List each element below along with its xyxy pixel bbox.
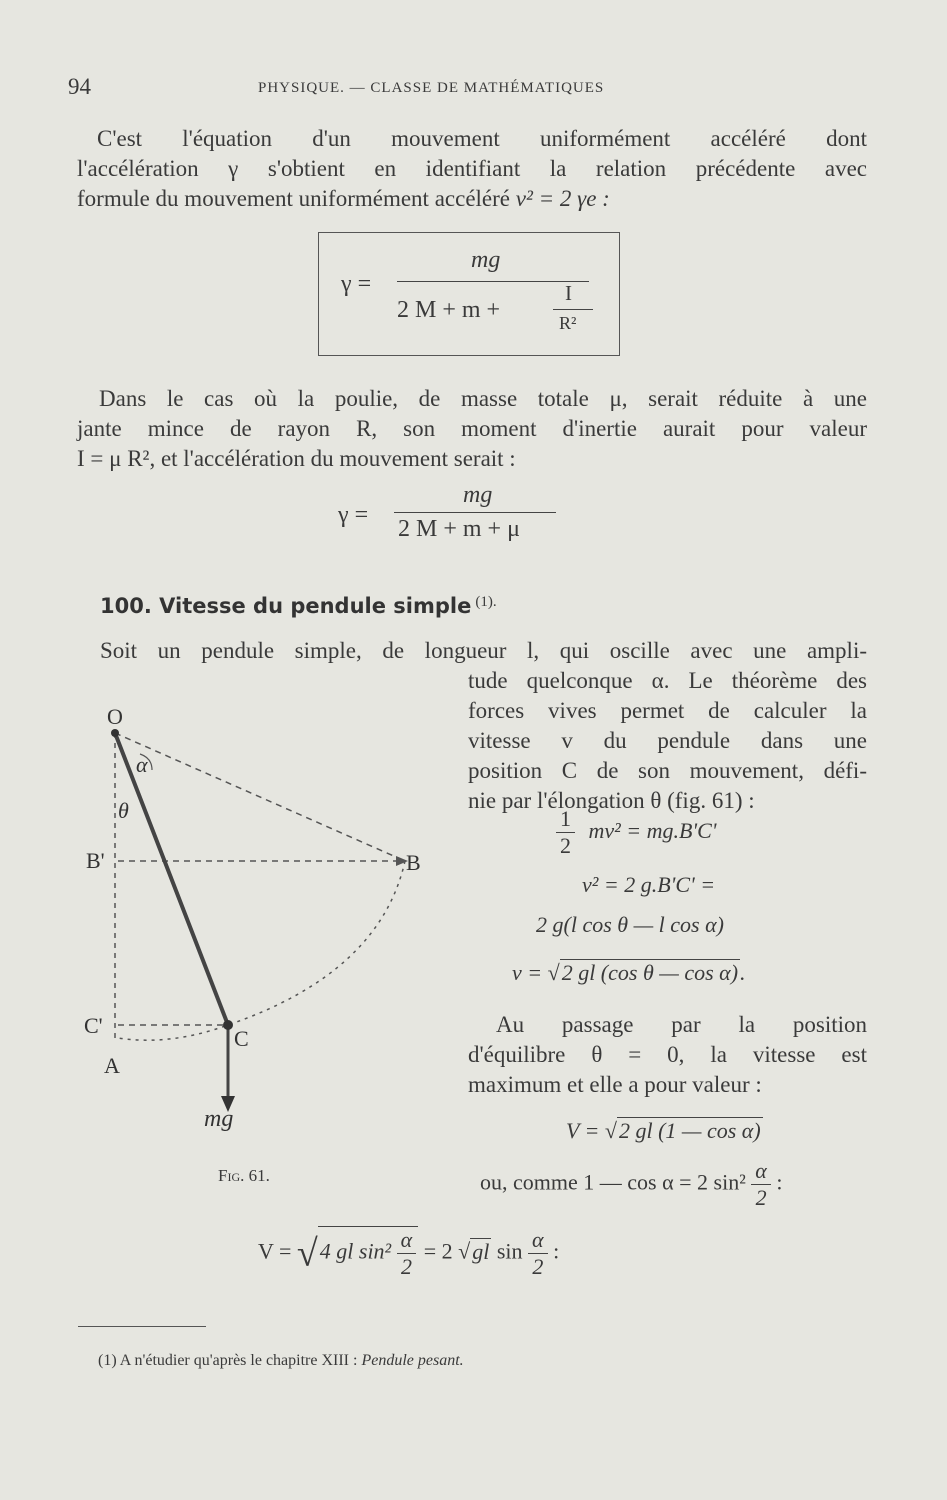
equation-4-radicand: 2 gl (cos θ — cos α)	[561, 960, 739, 985]
section-heading	[100, 594, 497, 618]
equation-4-end: .	[740, 960, 746, 985]
label-A: A	[104, 1053, 120, 1078]
paragraph-2-line-3: I = μ R², et l'accélération du mouvement serait :	[77, 446, 516, 471]
footnote-rule	[78, 1326, 206, 1327]
fraction-1-numerator: α	[400, 1227, 413, 1252]
footnote-marker: (1)	[98, 1352, 117, 1369]
pendulum-string	[115, 733, 228, 1025]
page-number: 94	[68, 74, 91, 99]
paragraph-3-column	[468, 666, 867, 816]
paragraph-3-line-6: nie par l'élongation θ (fig. 61) :	[468, 788, 755, 813]
footnote-text: A n'étudier qu'après le chapitre XIII :	[119, 1352, 358, 1369]
formula-2	[338, 482, 568, 552]
inline-formula: v² = 2 γe :	[515, 186, 610, 211]
boxed-formula	[318, 232, 620, 356]
paragraph-4-line-3: maximum et elle a pour valeur :	[468, 1072, 762, 1097]
figure-caption: Fig. 61.	[218, 1166, 270, 1185]
formula-2-lhs: γ =	[338, 502, 369, 528]
final-formula-rad-a: 4 gl sin²	[319, 1238, 392, 1264]
equation-3: 2 g(l cos θ — l cos α)	[536, 912, 724, 937]
paragraph-1-line-2: l'accélération γ s'obtient en identifiant la relation précédente avec	[77, 156, 867, 181]
label-C-prime: C'	[84, 1013, 103, 1038]
label-theta: θ	[118, 798, 129, 823]
equation-1	[556, 806, 717, 859]
final-formula-lhs: V =	[258, 1238, 292, 1264]
boxed-formula-inner-bar	[553, 309, 593, 310]
formula-2-denominator: 2 M + m + μ	[398, 516, 520, 542]
label-B-prime: B'	[86, 848, 105, 873]
equation-6-end: :	[776, 1169, 783, 1195]
paragraph-2-line-1: Dans le cas où la poulie, de masse totale μ, serait réduite à une	[99, 386, 867, 411]
boxed-formula-denominator: 2 M + m +	[397, 297, 501, 323]
boxed-formula-inner-denominator: R²	[559, 313, 577, 333]
final-formula-sqrt-gl: gl	[472, 1238, 490, 1264]
paragraph-4-line-2: d'équilibre θ = 0, la vitesse est	[468, 1042, 867, 1067]
final-formula: V = √4 gl sin² $\frac{\alpha}{2}$ = 2 √gl sin $\frac{\alpha}{2}$ :	[258, 1227, 560, 1279]
fraction-2-numerator: α	[532, 1227, 544, 1252]
equation-4-lhs: v = √	[512, 960, 560, 985]
fraction-2-denominator: 2	[528, 1253, 548, 1280]
boxed-formula-numerator: mg	[471, 247, 501, 273]
label-C: C	[234, 1026, 249, 1051]
label-B: B	[406, 850, 421, 875]
equation-1-fraction	[556, 806, 575, 859]
footnote	[98, 1352, 464, 1370]
paragraph-2	[77, 384, 867, 474]
boxed-formula-inner-numerator: I	[565, 281, 572, 305]
paragraph-3-first-line	[100, 636, 867, 666]
fraction-1-denominator: 2	[397, 1253, 417, 1280]
equation-2: v² = 2 g.B'C' =	[582, 872, 716, 897]
bob-point	[223, 1020, 233, 1030]
equation-6-denominator: 2	[751, 1184, 771, 1211]
equation-1-rest: mv² = mg.B'C'	[588, 817, 717, 843]
paragraph-3-line-1: Soit un pendule simple, de longueur l, qui oscille avec une ampli-	[100, 638, 867, 663]
equation-6	[480, 1158, 782, 1211]
paragraph-1	[77, 124, 867, 214]
arc-of-motion	[118, 861, 405, 1040]
final-formula-radicand	[318, 1226, 418, 1280]
final-formula-sin: sin	[496, 1238, 523, 1264]
footnote-italic: Pendule pesant.	[361, 1352, 464, 1369]
equation-5-lhs: V = √	[566, 1118, 617, 1143]
boxed-formula-fraction-bar	[397, 281, 589, 282]
equation-6-text: ou, comme 1 — cos α = 2 sin²	[480, 1169, 746, 1195]
paragraph-4-line-1: Au passage par la position	[496, 1012, 867, 1037]
final-formula-end: :	[553, 1238, 560, 1264]
formula-2-fraction-bar	[394, 512, 556, 513]
running-title: PHYSIQUE. — CLASSE DE MATHÉMATIQUES	[258, 80, 605, 96]
section-heading-text: 100. Vitesse du pendule simple	[100, 594, 472, 618]
equation-6-fraction	[751, 1158, 771, 1211]
radical-sign: √	[296, 1232, 318, 1275]
equation-1-denominator: 2	[556, 832, 575, 859]
paragraph-1-line-3-text: formule du mouvement uniformément accéléré	[77, 186, 510, 211]
equation-6-numerator: α	[755, 1158, 767, 1183]
paragraph-3-line-4: vitesse v du pendule dans une	[468, 728, 867, 753]
final-formula-fraction-1	[397, 1227, 417, 1280]
paragraph-3-line-2: tude quelconque α. Le théorème des	[468, 668, 867, 693]
equation-4	[512, 960, 746, 986]
pendulum-figure	[80, 698, 440, 1158]
equation-5	[566, 1118, 763, 1144]
paragraph-2-line-2: jante mince de rayon R, son moment d'inertie aurait pour valeur	[77, 416, 867, 441]
paragraph-1-line-1: C'est l'équation d'un mouvement uniformément accéléré dont	[97, 126, 867, 151]
paragraph-1-line-3	[77, 184, 867, 214]
boxed-formula-lhs: γ =	[341, 271, 372, 297]
formula-2-numerator: mg	[463, 482, 493, 508]
section-footnote-ref: (1).	[475, 594, 497, 610]
equation-5-radicand: 2 gl (1 — cos α)	[618, 1118, 761, 1143]
paragraph-3-line-3: forces vives permet de calculer la	[468, 698, 867, 723]
paragraph-3-line-5: position C de son mouvement, défi-	[468, 758, 867, 783]
label-mg: mg	[204, 1106, 234, 1132]
paragraph-4	[468, 1010, 867, 1100]
equation-1-numerator: 1	[560, 806, 571, 831]
label-O: O	[107, 704, 123, 729]
final-formula-mid: = 2	[423, 1238, 453, 1264]
final-formula-fraction-2	[528, 1227, 548, 1280]
label-alpha: α	[136, 752, 148, 777]
pivot-point	[111, 729, 119, 737]
